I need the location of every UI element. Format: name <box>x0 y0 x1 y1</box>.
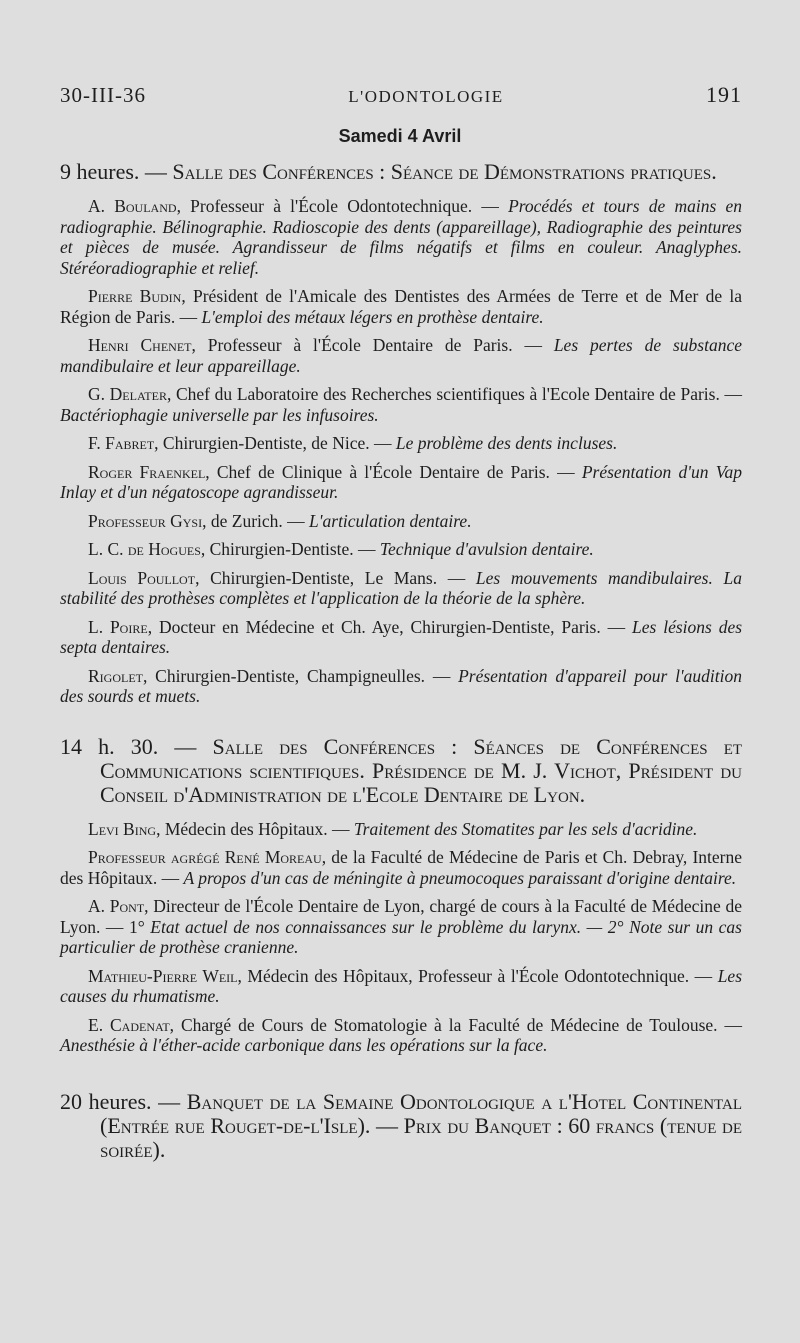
talk-title: A propos d'un cas de méningite à pneumocoques paraissant d'origine dentaire. <box>183 867 737 888</box>
speaker-description: , Chirurgien-Dentiste, Champigneulles. — <box>143 665 459 686</box>
speaker-description: , Chirurgien-Dentiste, de Nice. — <box>154 433 396 453</box>
program-entry <box>60 196 742 278</box>
talk-title: Bactériophagie universelle par les infusoires. <box>60 404 379 425</box>
session-description: — Salle des Conférences : Séances de Conférences et Communications scientifiques. Présidence de M. J. Vichot, Président du Conseil d'Administration de l'Ecole Dentaire de Lyon. <box>100 733 743 807</box>
speaker-description: , Chef de Clinique à l'École Dentaire de Paris. — <box>205 461 582 482</box>
program-entry <box>60 384 742 425</box>
speaker-name: Pierre Budin <box>88 286 182 306</box>
program-entry <box>60 568 742 609</box>
program-entry <box>60 433 742 454</box>
talk-title: Les mouvements mandibulaires. La stabilité des prothèses complètes et l'application de la théorie de la sphère. <box>60 567 742 608</box>
spacer <box>60 715 742 735</box>
speaker-name: F. Fabret <box>88 433 155 453</box>
speaker-description: , Professeur à l'École Odontotechnique. — <box>176 196 509 216</box>
talk-title: L'articulation dentaire. <box>309 510 472 531</box>
talk-title: Les lésions des septa dentaires. <box>60 616 743 657</box>
session-time: 14 h. 30. <box>60 733 159 759</box>
page-header <box>60 82 742 108</box>
header-journal: L'ODONTOLOGIE <box>348 87 504 106</box>
speaker-name: A. Pont <box>88 896 145 916</box>
talk-title: L'emploi des métaux légers en prothèse dentaire. <box>201 306 544 327</box>
talk-title: Présentation d'appareil pour l'audition des sourds et muets. <box>60 665 743 706</box>
program-entry <box>60 617 742 658</box>
speaker-description: , Directeur de l'École Dentaire de Lyon, chargé de cours à la Faculté de Médecine de Lyon. — 1° <box>60 896 742 937</box>
session-afternoon <box>60 735 742 807</box>
session-morning <box>60 160 742 184</box>
program-entry <box>60 462 742 503</box>
speaker-name: A. Bouland <box>88 196 177 216</box>
speaker-description: , Chargé de Cours de Stomatologie à la Faculté de Médecine de Toulouse. — <box>169 1014 742 1035</box>
speaker-name: Levi Bing <box>88 818 157 839</box>
talk-title: Procédés et tours de mains en radiographie. Bélinographie. Radioscopie des dents (appareillage), Radiographie des peintures et pièces de musée. Agrandisseur de films négatifs et films en couleur. Anaglyphes. Stéréoradiographie et relief. <box>60 196 742 278</box>
program-entry <box>60 819 742 840</box>
talk-title: Le problème des dents incluses. <box>395 433 618 453</box>
speaker-description: , Docteur en Médecine et Ch. Aye, Chirurgien-Dentiste, Paris. — <box>147 616 633 637</box>
talk-title: Technique d'avulsion dentaire. <box>379 539 594 559</box>
talk-title: Présentation d'un Vap Inlay et d'un négatoscope agrandisseur. <box>60 461 742 502</box>
speaker-name: Louis Poullot <box>88 567 196 588</box>
speaker-description: , Chirurgien-Dentiste. — <box>200 539 380 559</box>
spacer <box>60 1064 742 1090</box>
program-entry <box>60 966 742 1007</box>
speaker-name: G. Delater <box>88 384 167 404</box>
talk-title: Anesthésie à l'éther-acide carbonique dans les opérations sur la face. <box>60 1035 548 1055</box>
speaker-name: Professeur agrégé René Moreau <box>88 847 322 867</box>
speaker-name: E. Cadenat <box>88 1014 170 1035</box>
speaker-name: Professeur Gysi <box>88 510 203 531</box>
speaker-name: Henri Chenet <box>88 335 192 355</box>
afternoon-entries <box>60 819 742 1056</box>
session-time: 9 heures. <box>60 159 140 184</box>
speaker-name: Rigolet <box>88 665 143 686</box>
program-entry <box>60 847 742 888</box>
program-entry <box>60 666 742 707</box>
talk-title: Traitement des Stomatites par les sels d'acridine. <box>353 818 698 839</box>
talk-title: Les pertes de substance mandibulaire et leur appareillage. <box>60 335 742 376</box>
speaker-name: L. C. de Hogues <box>88 539 201 559</box>
session-description: — Salle des Conférences : Séance de Démonstrations pratiques. <box>144 159 717 184</box>
day-heading: Samedi 4 Avril <box>338 126 462 146</box>
header-date: 30-III-36 <box>60 83 146 107</box>
program-entry <box>60 539 742 560</box>
program-entry <box>60 1015 742 1056</box>
speaker-description: , de Zurich. — <box>202 510 310 531</box>
speaker-name: Roger Fraenkel <box>88 461 206 482</box>
program-entry <box>60 286 742 327</box>
session-description: — Banquet de la Semaine Odontologique a l'Hotel Continental (Entrée rue Rouget-de-l'Isle). — Prix du Banquet : 60 francs (tenue de soirée). <box>100 1088 742 1162</box>
page-number: 191 <box>706 82 742 107</box>
morning-entries <box>60 196 742 707</box>
program-entry <box>60 511 742 532</box>
talk-title: Les causes du rhumatisme. <box>60 965 743 1006</box>
speaker-name: Mathieu-Pierre Weil <box>88 965 238 986</box>
session-time: 20 heures. <box>60 1088 152 1114</box>
speaker-description: , Chef du Laboratoire des Recherches scientifiques à l'Ecole Dentaire de Paris. — <box>166 384 742 404</box>
speaker-description: , Médecin des Hôpitaux, Professeur à l'École Odontotechnique. — <box>237 965 718 986</box>
speaker-description: , Professeur à l'École Dentaire de Paris. — <box>191 335 554 355</box>
program-entry <box>60 335 742 376</box>
speaker-description: , Médecin des Hôpitaux. — <box>156 818 354 839</box>
program-entry <box>60 896 742 958</box>
talk-title: Etat actuel de nos connaissances sur le problème du larynx. — 2° Note sur un cas particulier de prothèse cranienne. <box>60 916 742 957</box>
speaker-description: , Chirurgien-Dentiste, Le Mans. — <box>195 567 476 588</box>
session-evening <box>60 1090 742 1162</box>
program-content <box>60 160 742 1174</box>
speaker-description: , de la Faculté de Médecine de Paris et Ch. Debray, Interne des Hôpitaux. — <box>60 847 742 888</box>
speaker-name: L. Poire <box>88 616 148 637</box>
speaker-description: , Président de l'Amicale des Dentistes des Armées de Terre et de Mer de la Région de Paris. — <box>60 286 742 327</box>
